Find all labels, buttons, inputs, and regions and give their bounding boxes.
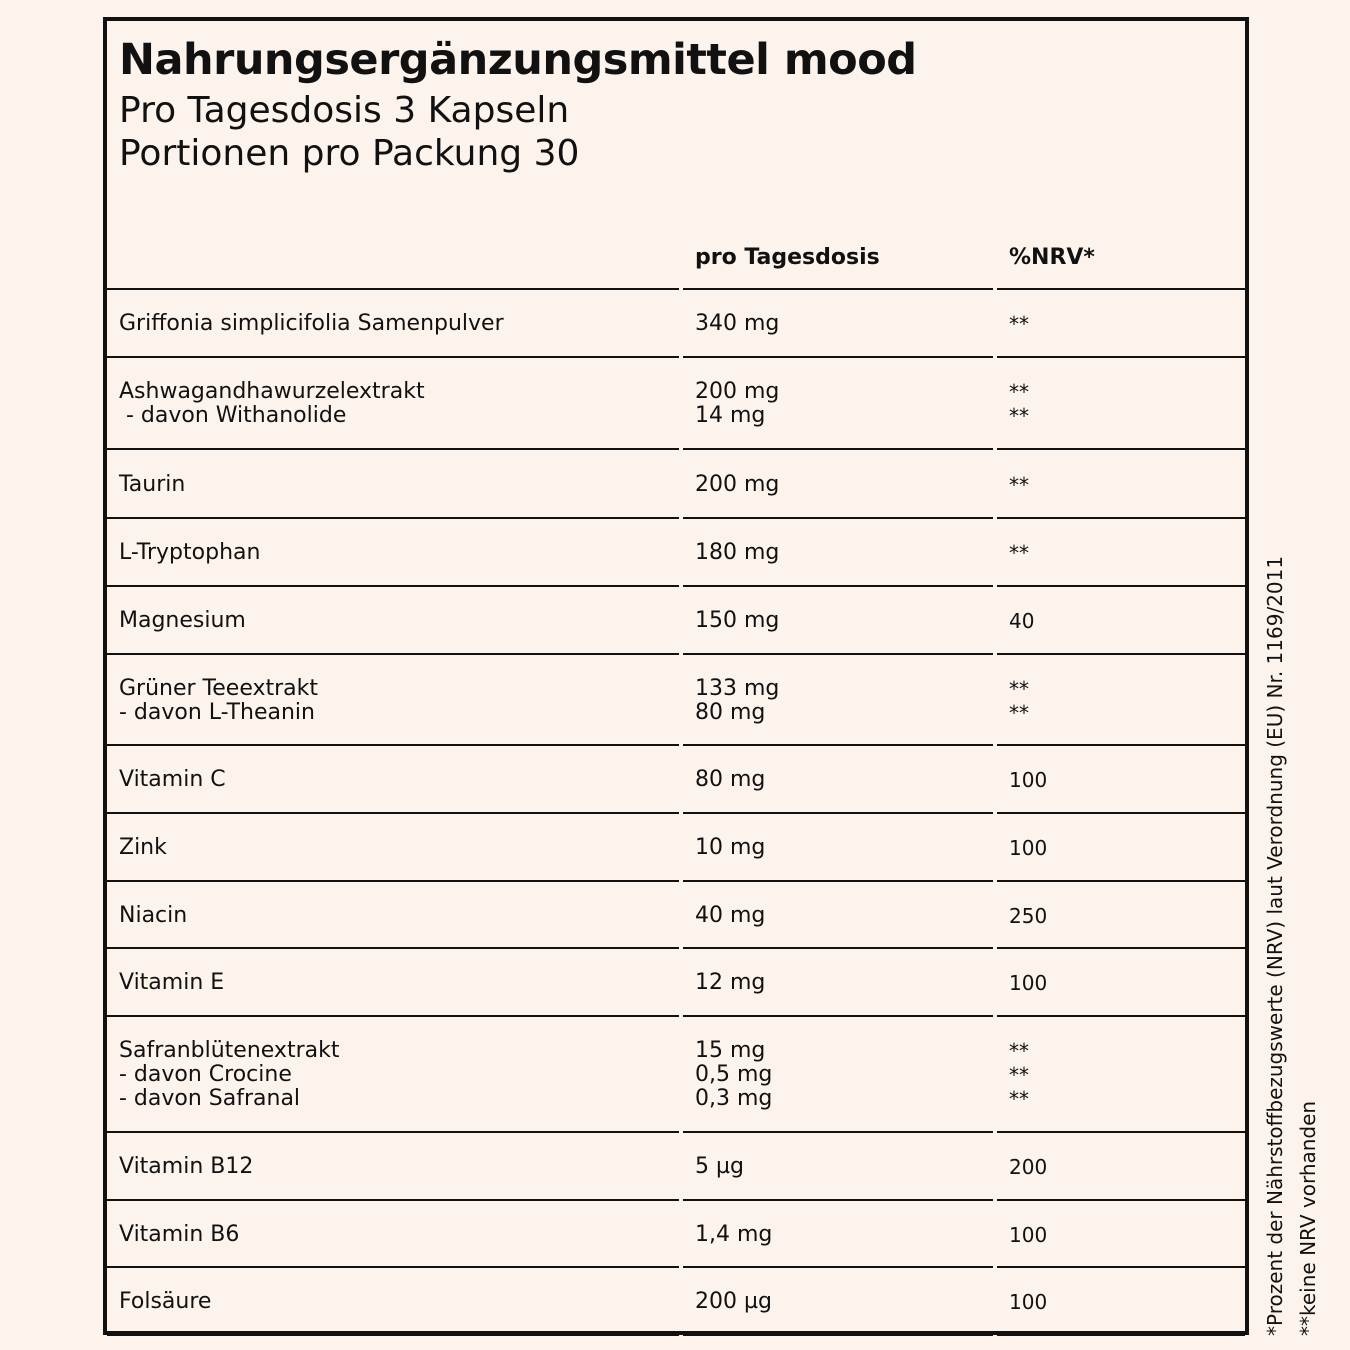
nutrient-name-cell: Griffonia simplicifolia Samenpulver [119,311,504,336]
table-row [107,519,1245,587]
table-row [107,746,1245,814]
nutrient-name-cell: Zink [119,835,167,860]
nutrient-name-cell: Niacin [119,902,188,928]
nutrient-nrv-cell: ** [1009,312,1029,336]
nutrient-name-cell: Folsäure [119,1289,212,1314]
daily-dose-line: Pro Tagesdosis 3 Kapseln [119,90,570,131]
nutrient-amount-cell: 12 mg [695,970,766,995]
nutrient-nrv-cell: ** [1009,541,1029,565]
product-title: Nahrungsergänzungsmittel mood [119,35,917,85]
nutrient-nrv-cell: 200 [1009,1155,1048,1179]
table-row [107,655,1245,746]
nutrient-amount-cell: 15 mg 0,5 mg 0,3 mg [695,1038,773,1111]
nutrient-name-cell: L-Tryptophan [119,540,261,565]
nutrient-amount-cell: 200 mg [695,471,780,497]
nutrient-amount-cell: 1,4 mg [695,1221,773,1247]
header-cell-name [107,220,679,290]
table-row [107,290,1245,358]
nutrient-amount-cell: 5 µg [695,1154,744,1179]
nutrient-name-cell: Grüner Teeextrakt - davon L-Theanin [119,675,319,725]
table-row [107,358,1245,450]
nutrient-nrv-cell: 100 [1009,1222,1048,1247]
nutrient-nrv-cell: ** ** [1009,676,1029,725]
nutrient-name-cell: Ashwagandhawurzelextrakt - davon Withanolide [119,379,425,428]
header-cell-nrv: %NRV* [1009,245,1095,270]
nutrition-table [107,220,1245,1336]
nutrient-nrv-cell: ** [1009,472,1029,497]
nutrient-nrv-cell: 100 [1009,1290,1048,1314]
nutrient-name-cell: Taurin [119,471,186,497]
nutrient-amount-cell: 80 mg [695,767,766,792]
table-row [107,1268,1245,1336]
nutrition-panel [103,17,1249,1335]
nutrient-amount-cell: 40 mg [695,902,766,928]
table-row [107,814,1245,882]
nutrient-amount-cell: 10 mg [695,835,766,860]
nutrient-name-cell: Safranblütenextrakt - davon Crocine - davon Safranal [119,1038,340,1111]
nutrient-amount-cell: 180 mg [695,540,780,565]
nutrient-nrv-cell: 100 [1009,768,1048,792]
table-row [107,882,1245,949]
nutrient-nrv-cell: 40 [1009,609,1035,633]
nutrient-amount-cell: 200 mg 14 mg [695,379,780,428]
table-row [107,450,1245,519]
table-row [107,949,1245,1017]
nutrient-nrv-cell: 250 [1009,903,1048,928]
table-row [107,1017,1245,1133]
nutrient-name-cell: Vitamin E [119,970,225,995]
nutrient-nrv-cell: 100 [1009,836,1048,860]
nutrient-name-cell: Magnesium [119,608,246,633]
nutrient-amount-cell: 200 µg [695,1289,772,1314]
table-header-row [107,220,1245,290]
nutrient-nrv-cell: ** ** ** [1009,1039,1029,1111]
table-row [107,587,1245,655]
footnote-nrv: *Prozent der Nährstoffbezugswerte (NRV) laut Verordnung (EU) Nr. 1169/2011 [1263,555,1287,1336]
nutrient-name-cell: Vitamin B12 [119,1154,254,1179]
nutrient-amount-cell: 150 mg [695,608,780,633]
footnote-no-nrv: **keine NRV vorhanden [1296,1100,1320,1336]
nutrient-nrv-cell: ** ** [1009,380,1029,428]
nutrient-name-cell: Vitamin B6 [119,1221,240,1247]
nutrient-name-cell: Vitamin C [119,767,226,792]
header-cell-amount: pro Tagesdosis [695,245,880,270]
table-row [107,1133,1245,1201]
portions-line: Portionen pro Packung 30 [119,133,580,174]
table-row [107,1201,1245,1268]
nutrient-amount-cell: 340 mg [695,311,780,336]
nutrient-amount-cell: 133 mg 80 mg [695,675,780,725]
nutrient-nrv-cell: 100 [1009,971,1048,995]
